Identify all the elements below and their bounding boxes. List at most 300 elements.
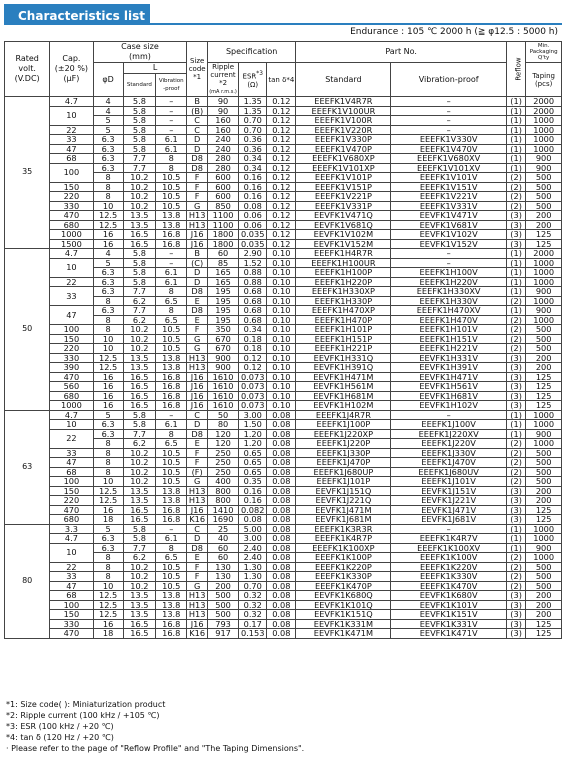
- cell-esr: 0.34: [239, 163, 267, 173]
- header-part-no: Part No.: [296, 42, 506, 63]
- cell-part-standard: EEEFK1H470XP: [296, 306, 391, 316]
- cell-reflow: (1): [506, 125, 525, 135]
- cell-esr: 0.32: [239, 610, 267, 620]
- cell-ripple: 60: [207, 543, 238, 553]
- cell-part-vibration: EEEFK1H221V: [391, 344, 506, 354]
- cell-cap: 33: [50, 287, 93, 306]
- cell-esr: 0.34: [239, 154, 267, 164]
- cell-phid: 8: [93, 315, 123, 325]
- cell-cap: 100: [50, 477, 93, 487]
- cell-l-vibration: –: [156, 524, 187, 534]
- cell-ripple: 1800: [207, 239, 238, 249]
- cell-part-vibration: EEEFK1J101V: [391, 477, 506, 487]
- cell-part-standard: EEEFK1V220R: [296, 125, 391, 135]
- table-row: [5, 106, 562, 116]
- cell-tan: 0.10: [267, 344, 296, 354]
- cell-esr: 0.16: [239, 173, 267, 183]
- cell-esr: 1.52: [239, 258, 267, 268]
- cell-ripple: 165: [207, 268, 238, 278]
- cell-size-code: J16: [187, 401, 208, 411]
- cell-part-standard: EEEFK1K3R3R: [296, 524, 391, 534]
- cell-ripple: 280: [207, 154, 238, 164]
- table-row: [5, 287, 562, 297]
- cell-l-standard: 16.5: [123, 391, 155, 401]
- table-row: [5, 277, 562, 287]
- cell-tan: 0.10: [267, 401, 296, 411]
- cell-cap: 680: [50, 515, 93, 525]
- cell-l-vibration: 16.8: [156, 505, 187, 515]
- cell-reflow: (3): [506, 230, 525, 240]
- cell-l-standard: 10.2: [123, 467, 155, 477]
- cell-voltage: 63: [5, 410, 50, 524]
- cell-size-code: (C): [187, 258, 208, 268]
- cell-phid: 16: [93, 391, 123, 401]
- cell-phid: 6.3: [93, 420, 123, 430]
- cell-l-vibration: 16.8: [156, 239, 187, 249]
- table-row: [5, 382, 562, 392]
- cell-part-vibration: EEVFK1V102V: [391, 230, 506, 240]
- cell-esr: 0.035: [239, 230, 267, 240]
- footnote-3: *3: ESR (100 kHz / +20 ℃): [6, 722, 114, 731]
- cell-reflow: (3): [506, 239, 525, 249]
- cell-ripple: 1610: [207, 382, 238, 392]
- cell-l-vibration: 8: [156, 287, 187, 297]
- table-row: [5, 429, 562, 439]
- cell-ripple: 800: [207, 496, 238, 506]
- section-title-bar: [4, 4, 150, 25]
- cell-esr: 0.08: [239, 515, 267, 525]
- cell-esr: 0.12: [239, 353, 267, 363]
- cell-taping: 125: [526, 239, 562, 249]
- cell-ripple: 250: [207, 458, 238, 468]
- cell-l-vibration: 16.8: [156, 382, 187, 392]
- cell-cap: 47: [50, 581, 93, 591]
- cell-part-vibration: EEEFK1J680UV: [391, 467, 506, 477]
- table-row: [5, 249, 562, 259]
- cell-ripple: 670: [207, 334, 238, 344]
- cell-taping: 125: [526, 372, 562, 382]
- cell-esr: 1.35: [239, 97, 267, 107]
- table-row: [5, 524, 562, 534]
- cell-l-standard: 16.5: [123, 230, 155, 240]
- cell-taping: 125: [526, 515, 562, 525]
- table-row: [5, 543, 562, 553]
- cell-reflow: (2): [506, 572, 525, 582]
- cell-tan: 0.12: [267, 97, 296, 107]
- cell-l-standard: 10.2: [123, 344, 155, 354]
- cell-taping: 1000: [526, 439, 562, 449]
- cell-l-standard: 5.8: [123, 420, 155, 430]
- cell-size-code: B: [187, 249, 208, 259]
- cell-ripple: 120: [207, 429, 238, 439]
- cell-tan: 0.12: [267, 144, 296, 154]
- cell-reflow: (1): [506, 429, 525, 439]
- cell-esr: 0.70: [239, 125, 267, 135]
- cell-l-standard: 13.5: [123, 591, 155, 601]
- cell-phid: 4: [93, 249, 123, 259]
- cell-l-vibration: –: [156, 116, 187, 126]
- cell-reflow: (2): [506, 173, 525, 183]
- cell-reflow: (2): [506, 477, 525, 487]
- cell-esr: 0.32: [239, 600, 267, 610]
- cell-l-standard: 13.5: [123, 610, 155, 620]
- cell-part-standard: EEEFK1K330P: [296, 572, 391, 582]
- cell-l-vibration: 13.8: [156, 211, 187, 221]
- cell-taping: 200: [526, 220, 562, 230]
- cell-part-standard: EEEFK1K220P: [296, 562, 391, 572]
- cell-size-code: G: [187, 477, 208, 487]
- cell-cap: 390: [50, 363, 93, 373]
- cell-l-standard: 5.8: [123, 268, 155, 278]
- endurance-note: Endurance : 105 ℃ 2000 h (≧ φ12.5 : 5000 h): [350, 27, 558, 37]
- table-row: [5, 591, 562, 601]
- cell-part-vibration: EEEFK1V221V: [391, 192, 506, 202]
- cell-part-vibration: EEVFK1J681V: [391, 515, 506, 525]
- cell-taping: 1000: [526, 268, 562, 278]
- cell-size-code: H13: [188, 210, 206, 220]
- cell-phid: 6.3: [93, 429, 123, 439]
- cell-l-standard: 16.5: [123, 372, 155, 382]
- cell-l-standard: 6.2: [123, 315, 155, 325]
- cell-part-standard: EEVFK1V152M: [296, 239, 391, 249]
- cell-phid: 8: [93, 192, 123, 202]
- cell-cap: 150: [50, 334, 93, 344]
- cell-part-vibration: EEEFK1K330V: [391, 572, 506, 582]
- cell-cap: 680: [50, 391, 93, 401]
- cell-tan: 0.08: [267, 629, 296, 639]
- cell-tan: 0.08: [267, 420, 296, 430]
- cell-taping: 125: [526, 619, 562, 629]
- cell-part-vibration: EEEFK1V101V: [391, 173, 506, 183]
- cell-part-standard: EEEFK1J330P: [296, 448, 391, 458]
- footnote-2: *2: Ripple current (100 kHz / +105 ℃): [6, 711, 160, 720]
- table-row: [5, 334, 562, 344]
- cell-l-vibration: 8: [156, 543, 187, 553]
- cell-ripple: 1610: [207, 391, 238, 401]
- cell-part-standard: EEVFK1K680Q: [296, 591, 391, 601]
- cell-part-vibration: EEEFK1H330V: [391, 296, 506, 306]
- cell-part-standard: EEEFK1V100UR: [296, 106, 391, 116]
- cell-l-standard: 7.7: [123, 429, 155, 439]
- cell-phid: 5: [93, 524, 123, 534]
- cell-cap: 68: [50, 591, 93, 601]
- cell-part-standard: EEVFK1J471M: [296, 505, 391, 515]
- cell-cap: 560: [50, 382, 93, 392]
- cell-reflow: (2): [506, 553, 525, 563]
- cell-voltage: 80: [5, 524, 50, 638]
- cell-tan: 0.08: [267, 477, 296, 487]
- cell-l-standard: 5.8: [123, 249, 155, 259]
- cell-part-vibration: EEVFK1V471V: [391, 211, 506, 221]
- table-row: [5, 125, 562, 135]
- cell-size-code: (F): [187, 467, 208, 477]
- cell-size-code: E: [187, 296, 208, 306]
- cell-l-vibration: 16.8: [156, 619, 187, 629]
- cell-esr: 1.35: [239, 106, 267, 116]
- cell-part-vibration: EEVFK1H471V: [391, 372, 506, 382]
- footnote-4: *4: tan δ (120 Hz / +20 ℃): [6, 733, 114, 742]
- table-row: [5, 534, 562, 544]
- cell-part-vibration: EEVFK1V152V: [391, 239, 506, 249]
- cell-l-standard: 16.5: [123, 629, 155, 639]
- cell-taping: 1000: [526, 116, 562, 126]
- cell-size-code: G: [187, 334, 208, 344]
- cell-l-vibration: 6.5: [156, 315, 187, 325]
- cell-ripple: 1610: [207, 372, 238, 382]
- cell-ripple: 40: [207, 534, 238, 544]
- cell-l-vibration: 8: [156, 154, 187, 164]
- cell-esr: 5.00: [239, 524, 267, 534]
- footnote-5: · Please refer to the page of "Reflow Profile" and "The Taping Dimensions".: [6, 744, 305, 753]
- cell-taping: 500: [526, 448, 562, 458]
- cell-cap: 330: [50, 353, 93, 363]
- cell-reflow: (2): [506, 296, 525, 306]
- cell-taping: 500: [526, 458, 562, 468]
- cell-part-standard: EEEFK1J680UP: [296, 467, 391, 477]
- cell-l-vibration: 16.8: [156, 391, 187, 401]
- cell-part-vibration: EEEFK1V680XV: [391, 154, 506, 164]
- cell-ripple: 250: [207, 467, 238, 477]
- cell-size-code: E: [187, 315, 208, 325]
- cell-phid: 12.5: [93, 220, 123, 230]
- cell-phid: 4: [93, 97, 123, 107]
- header-ripple: Ripple current *2 (mA r.m.s.): [209, 63, 237, 95]
- cell-reflow: (3): [506, 515, 525, 525]
- cell-ripple: 1800: [207, 230, 238, 240]
- cell-tan: 0.12: [267, 116, 296, 126]
- cell-l-vibration: 16.8: [156, 515, 187, 525]
- cell-tan: 0.08: [267, 515, 296, 525]
- cell-part-vibration: –: [391, 249, 506, 259]
- cell-tan: 0.12: [267, 135, 296, 145]
- cell-esr: 0.073: [239, 372, 267, 382]
- cell-tan: 0.10: [267, 296, 296, 306]
- cell-l-standard: 16.5: [123, 515, 155, 525]
- cell-taping: 500: [526, 344, 562, 354]
- cell-reflow: (2): [506, 344, 525, 354]
- cell-part-standard: EEEFK1J220XP: [296, 429, 391, 439]
- cell-size-code: H13: [188, 495, 206, 505]
- cell-reflow: (1): [506, 249, 525, 259]
- cell-part-standard: EEEFK1H101P: [296, 325, 391, 335]
- cell-cap: 220: [50, 192, 93, 202]
- cell-l-vibration: 13.8: [156, 496, 187, 506]
- cell-part-standard: EEEFK1H151P: [296, 334, 391, 344]
- cell-part-standard: EEVFK1K331M: [296, 619, 391, 629]
- cell-cap: 150: [50, 182, 93, 192]
- cell-l-vibration: 10.5: [156, 334, 187, 344]
- cell-tan: 0.12: [267, 125, 296, 135]
- cell-reflow: (2): [506, 581, 525, 591]
- cell-tan: 0.10: [267, 277, 296, 287]
- cell-esr: 1.30: [239, 562, 267, 572]
- cell-phid: 5: [93, 125, 123, 135]
- cell-reflow: (3): [506, 591, 525, 601]
- cell-phid: 8: [93, 448, 123, 458]
- cell-esr: 0.153: [239, 629, 267, 639]
- cell-taping: 1000: [526, 534, 562, 544]
- cell-reflow: (2): [506, 448, 525, 458]
- cell-taping: 2000: [526, 106, 562, 116]
- cell-phid: 16: [93, 239, 123, 249]
- cell-l-vibration: –: [156, 249, 187, 259]
- cell-l-vibration: 6.5: [156, 439, 187, 449]
- cell-l-vibration: –: [156, 125, 187, 135]
- cell-part-standard: EEVFK1J681M: [296, 515, 391, 525]
- cell-part-standard: EEVFK1V681Q: [296, 220, 391, 230]
- cell-phid: 16: [93, 619, 123, 629]
- cell-tan: 0.08: [267, 572, 296, 582]
- cell-tan: 0.08: [267, 610, 296, 620]
- header-reflow: Reflow: [506, 42, 525, 97]
- cell-size-code: D: [187, 135, 208, 145]
- cell-part-standard: EEEFK1V101XP: [296, 163, 391, 173]
- cell-voltage: 35: [5, 97, 50, 249]
- cell-reflow: (1): [506, 135, 525, 145]
- cell-part-standard: EEEFK1K100P: [296, 553, 391, 563]
- table-row: [5, 410, 562, 420]
- cell-l-standard: 10.2: [123, 173, 155, 183]
- cell-esr: 0.16: [239, 496, 267, 506]
- cell-part-standard: EEEFK1K100XP: [296, 543, 391, 553]
- cell-reflow: (1): [506, 306, 525, 316]
- cell-l-vibration: 10.5: [156, 201, 187, 211]
- cell-size-code: F: [187, 458, 208, 468]
- cell-part-vibration: EEEFK1K220V: [391, 562, 506, 572]
- cell-reflow: (1): [506, 287, 525, 297]
- header-vibration: Vibration-proof: [391, 63, 506, 97]
- cell-tan: 0.10: [267, 249, 296, 259]
- cell-esr: 2.40: [239, 553, 267, 563]
- cell-l-vibration: 13.8: [156, 220, 187, 230]
- cell-cap: 22: [50, 277, 93, 287]
- cell-taping: 200: [526, 353, 562, 363]
- cell-ripple: 850: [207, 201, 238, 211]
- cell-part-standard: EEVFK1V102M: [296, 230, 391, 240]
- cell-part-standard: EEEFK1V4R7R: [296, 97, 391, 107]
- cell-taping: 200: [526, 610, 562, 620]
- cell-l-standard: 5.8: [123, 106, 155, 116]
- cell-phid: 8: [93, 562, 123, 572]
- cell-tan: 0.10: [267, 325, 296, 335]
- cell-cap: 33: [50, 135, 93, 145]
- cell-l-vibration: 6.1: [156, 268, 187, 278]
- cell-esr: 3.00: [239, 534, 267, 544]
- cell-l-vibration: 8: [156, 429, 187, 439]
- section-title: Characteristics list: [18, 9, 146, 23]
- cell-taping: 125: [526, 401, 562, 411]
- cell-reflow: (3): [506, 211, 525, 221]
- cell-cap: 150: [50, 486, 93, 496]
- table-row: [5, 363, 562, 373]
- cell-taping: 500: [526, 201, 562, 211]
- cell-l-vibration: 13.8: [156, 363, 187, 373]
- cell-part-standard: EEVFK1K101Q: [296, 600, 391, 610]
- cell-tan: 0.12: [267, 173, 296, 183]
- cell-taping: 1000: [526, 144, 562, 154]
- table-row: [5, 467, 562, 477]
- cell-part-vibration: EEEFK1V470V: [391, 144, 506, 154]
- cell-ripple: 600: [207, 182, 238, 192]
- cell-tan: 0.10: [267, 306, 296, 316]
- cell-ripple: 90: [207, 97, 238, 107]
- header-phid: φD: [93, 63, 123, 97]
- cell-tan: 0.12: [267, 182, 296, 192]
- cell-tan: 0.12: [267, 106, 296, 116]
- cell-l-vibration: 16.8: [156, 629, 187, 639]
- cell-esr: 0.68: [239, 306, 267, 316]
- header-esr: ESR$^{*3}$ (Ω): [239, 63, 267, 97]
- cell-size-code: D8: [187, 543, 208, 553]
- cell-esr: 0.06: [239, 220, 267, 230]
- cell-taping: 125: [526, 391, 562, 401]
- cell-part-standard: EEEFK1J101P: [296, 477, 391, 487]
- cell-l-standard: 7.7: [123, 163, 155, 173]
- cell-part-vibration: –: [391, 258, 506, 268]
- cell-ripple: 500: [207, 610, 238, 620]
- cell-phid: 5: [93, 258, 123, 268]
- cell-taping: 200: [526, 363, 562, 373]
- cell-tan: 0.08: [267, 439, 296, 449]
- cell-esr: 0.68: [239, 315, 267, 325]
- cell-l-standard: 16.5: [123, 382, 155, 392]
- table-row: [5, 477, 562, 487]
- cell-ripple: 900: [207, 363, 238, 373]
- cell-part-vibration: EEVFK1H331V: [391, 353, 506, 363]
- cell-l-standard: 10.2: [123, 581, 155, 591]
- cell-part-standard: EEVFK1H471M: [296, 372, 391, 382]
- cell-ripple: 1100: [207, 211, 238, 221]
- cell-l-vibration: 13.8: [156, 353, 187, 363]
- cell-phid: 16: [93, 230, 123, 240]
- cell-l-vibration: 6.5: [156, 553, 187, 563]
- cell-part-vibration: EEVFK1J151V: [391, 486, 506, 496]
- cell-l-standard: 10.2: [123, 477, 155, 487]
- cell-size-code: D: [187, 420, 208, 430]
- cell-esr: 0.65: [239, 448, 267, 458]
- cell-cap: 4.7: [50, 97, 93, 107]
- cell-l-vibration: 10.5: [156, 325, 187, 335]
- cell-esr: 0.35: [239, 477, 267, 487]
- cell-part-vibration: EEVFK1K151V: [391, 610, 506, 620]
- cell-ripple: 350: [207, 325, 238, 335]
- cell-part-standard: EEEFK1H4R7R: [296, 249, 391, 259]
- cell-tan: 0.12: [267, 211, 296, 221]
- cell-reflow: (3): [506, 220, 525, 230]
- cell-tan: 0.08: [267, 543, 296, 553]
- table-row: [5, 619, 562, 629]
- cell-size-code: H13: [188, 590, 206, 600]
- cell-ripple: 90: [207, 106, 238, 116]
- cell-cap: 10: [50, 258, 93, 277]
- header-min-pack: Min. Packaging Q'ty: [526, 42, 562, 63]
- cell-l-vibration: 13.8: [156, 600, 187, 610]
- table-row: [5, 154, 562, 164]
- cell-ripple: 917: [207, 629, 238, 639]
- cell-ripple: 195: [207, 306, 238, 316]
- cell-ripple: 130: [207, 572, 238, 582]
- cell-phid: 6.3: [93, 306, 123, 316]
- cell-ripple: 130: [207, 562, 238, 572]
- cell-phid: 10: [93, 581, 123, 591]
- cell-esr: 0.035: [239, 239, 267, 249]
- cell-size-code: H13: [188, 600, 206, 610]
- cell-esr: 0.68: [239, 287, 267, 297]
- cell-l-standard: 7.7: [123, 154, 155, 164]
- cell-reflow: (1): [506, 144, 525, 154]
- cell-l-vibration: 10.5: [156, 173, 187, 183]
- cell-part-vibration: –: [391, 116, 506, 126]
